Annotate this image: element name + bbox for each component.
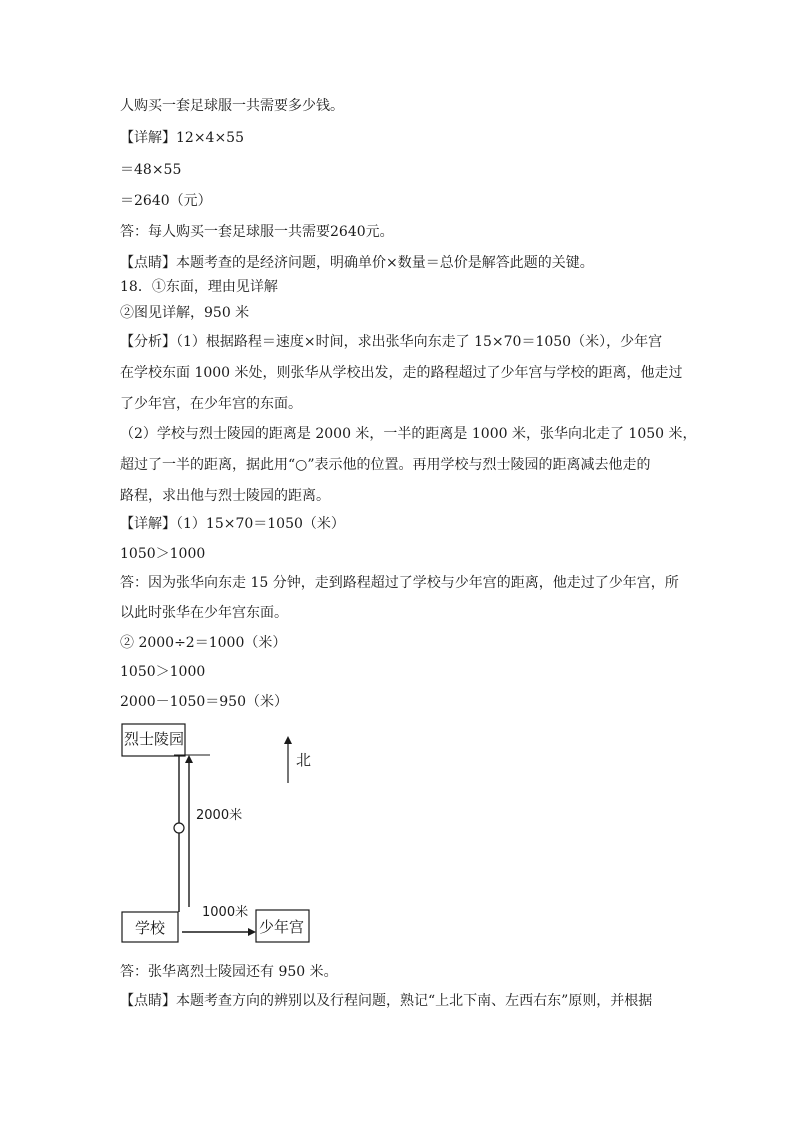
youth-palace-label: 少年宫 [259, 918, 305, 936]
text-line: ② 2000÷2＝1000（米） [120, 635, 287, 651]
text-line: （2）学校与烈士陵园的距离是 2000 米，一半的距离是 1000 米，张华向北走了 1050 米， [120, 426, 697, 442]
text-line: 【详解】（1）15×70＝1050（米） [120, 516, 345, 532]
text-line: 【点睛】本题考查方向的辨别以及行程问题，熟记“上北下南、左西右东”原则，并根据 [120, 993, 653, 1009]
east-distance-label: 1000米 [202, 905, 249, 920]
text-line: 答：每人购买一套足球服一共需要2640元。 [120, 224, 394, 240]
text-line: 1050＞1000 [120, 546, 206, 562]
position-circle [174, 823, 184, 833]
school-label: 学校 [135, 919, 166, 937]
text-line: 【点睛】本题考查的是经济问题，明确单价×数量＝总价是解答此题的关键。 [120, 255, 594, 271]
text-line: 路程，求出他与烈士陵园的距离。 [120, 488, 330, 504]
text-line: 【分析】（1）根据路程＝速度×时间，求出张华向东走了 15×70＝1050（米），少年宫 [120, 334, 663, 350]
text-line: 答：因为张华向东走 15 分钟，走到路程超过了学校与少年宫的距离，他走过了少年宫，所 [120, 575, 679, 591]
text-line: ②图见详解，950 米 [120, 305, 250, 321]
text-line: 答：张华离烈士陵园还有 950 米。 [120, 964, 338, 980]
text-line: 以此时张华在少年宫东面。 [120, 605, 288, 621]
text-line: 超过了一半的距离，据此用“○”表示他的位置。再用学校与烈士陵园的距离减去他走的 [120, 457, 651, 473]
text-line: 【详解】12×4×55 [120, 130, 244, 146]
text-line: 了少年宫，在少年宫的东面。 [120, 396, 302, 412]
text-line: 2000－1050＝950（米） [120, 694, 288, 710]
text-line: 人购买一套足球服一共需要多少钱。 [120, 98, 344, 114]
north-label: 北 [296, 751, 312, 769]
text-line: 在学校东面 1000 米处，则张华从学校出发，走的路程超过了少年宫与学校的距离，他走过 [120, 365, 683, 381]
north-distance-label: 2000米 [196, 808, 243, 823]
text-line: 18．①东面，理由见详解 [120, 279, 278, 295]
cemetery-label: 烈士陵园 [124, 730, 185, 748]
text-line: ＝2640（元） [120, 193, 212, 209]
text-line: ＝48×55 [120, 162, 182, 178]
text-line: 1050＞1000 [120, 664, 206, 680]
